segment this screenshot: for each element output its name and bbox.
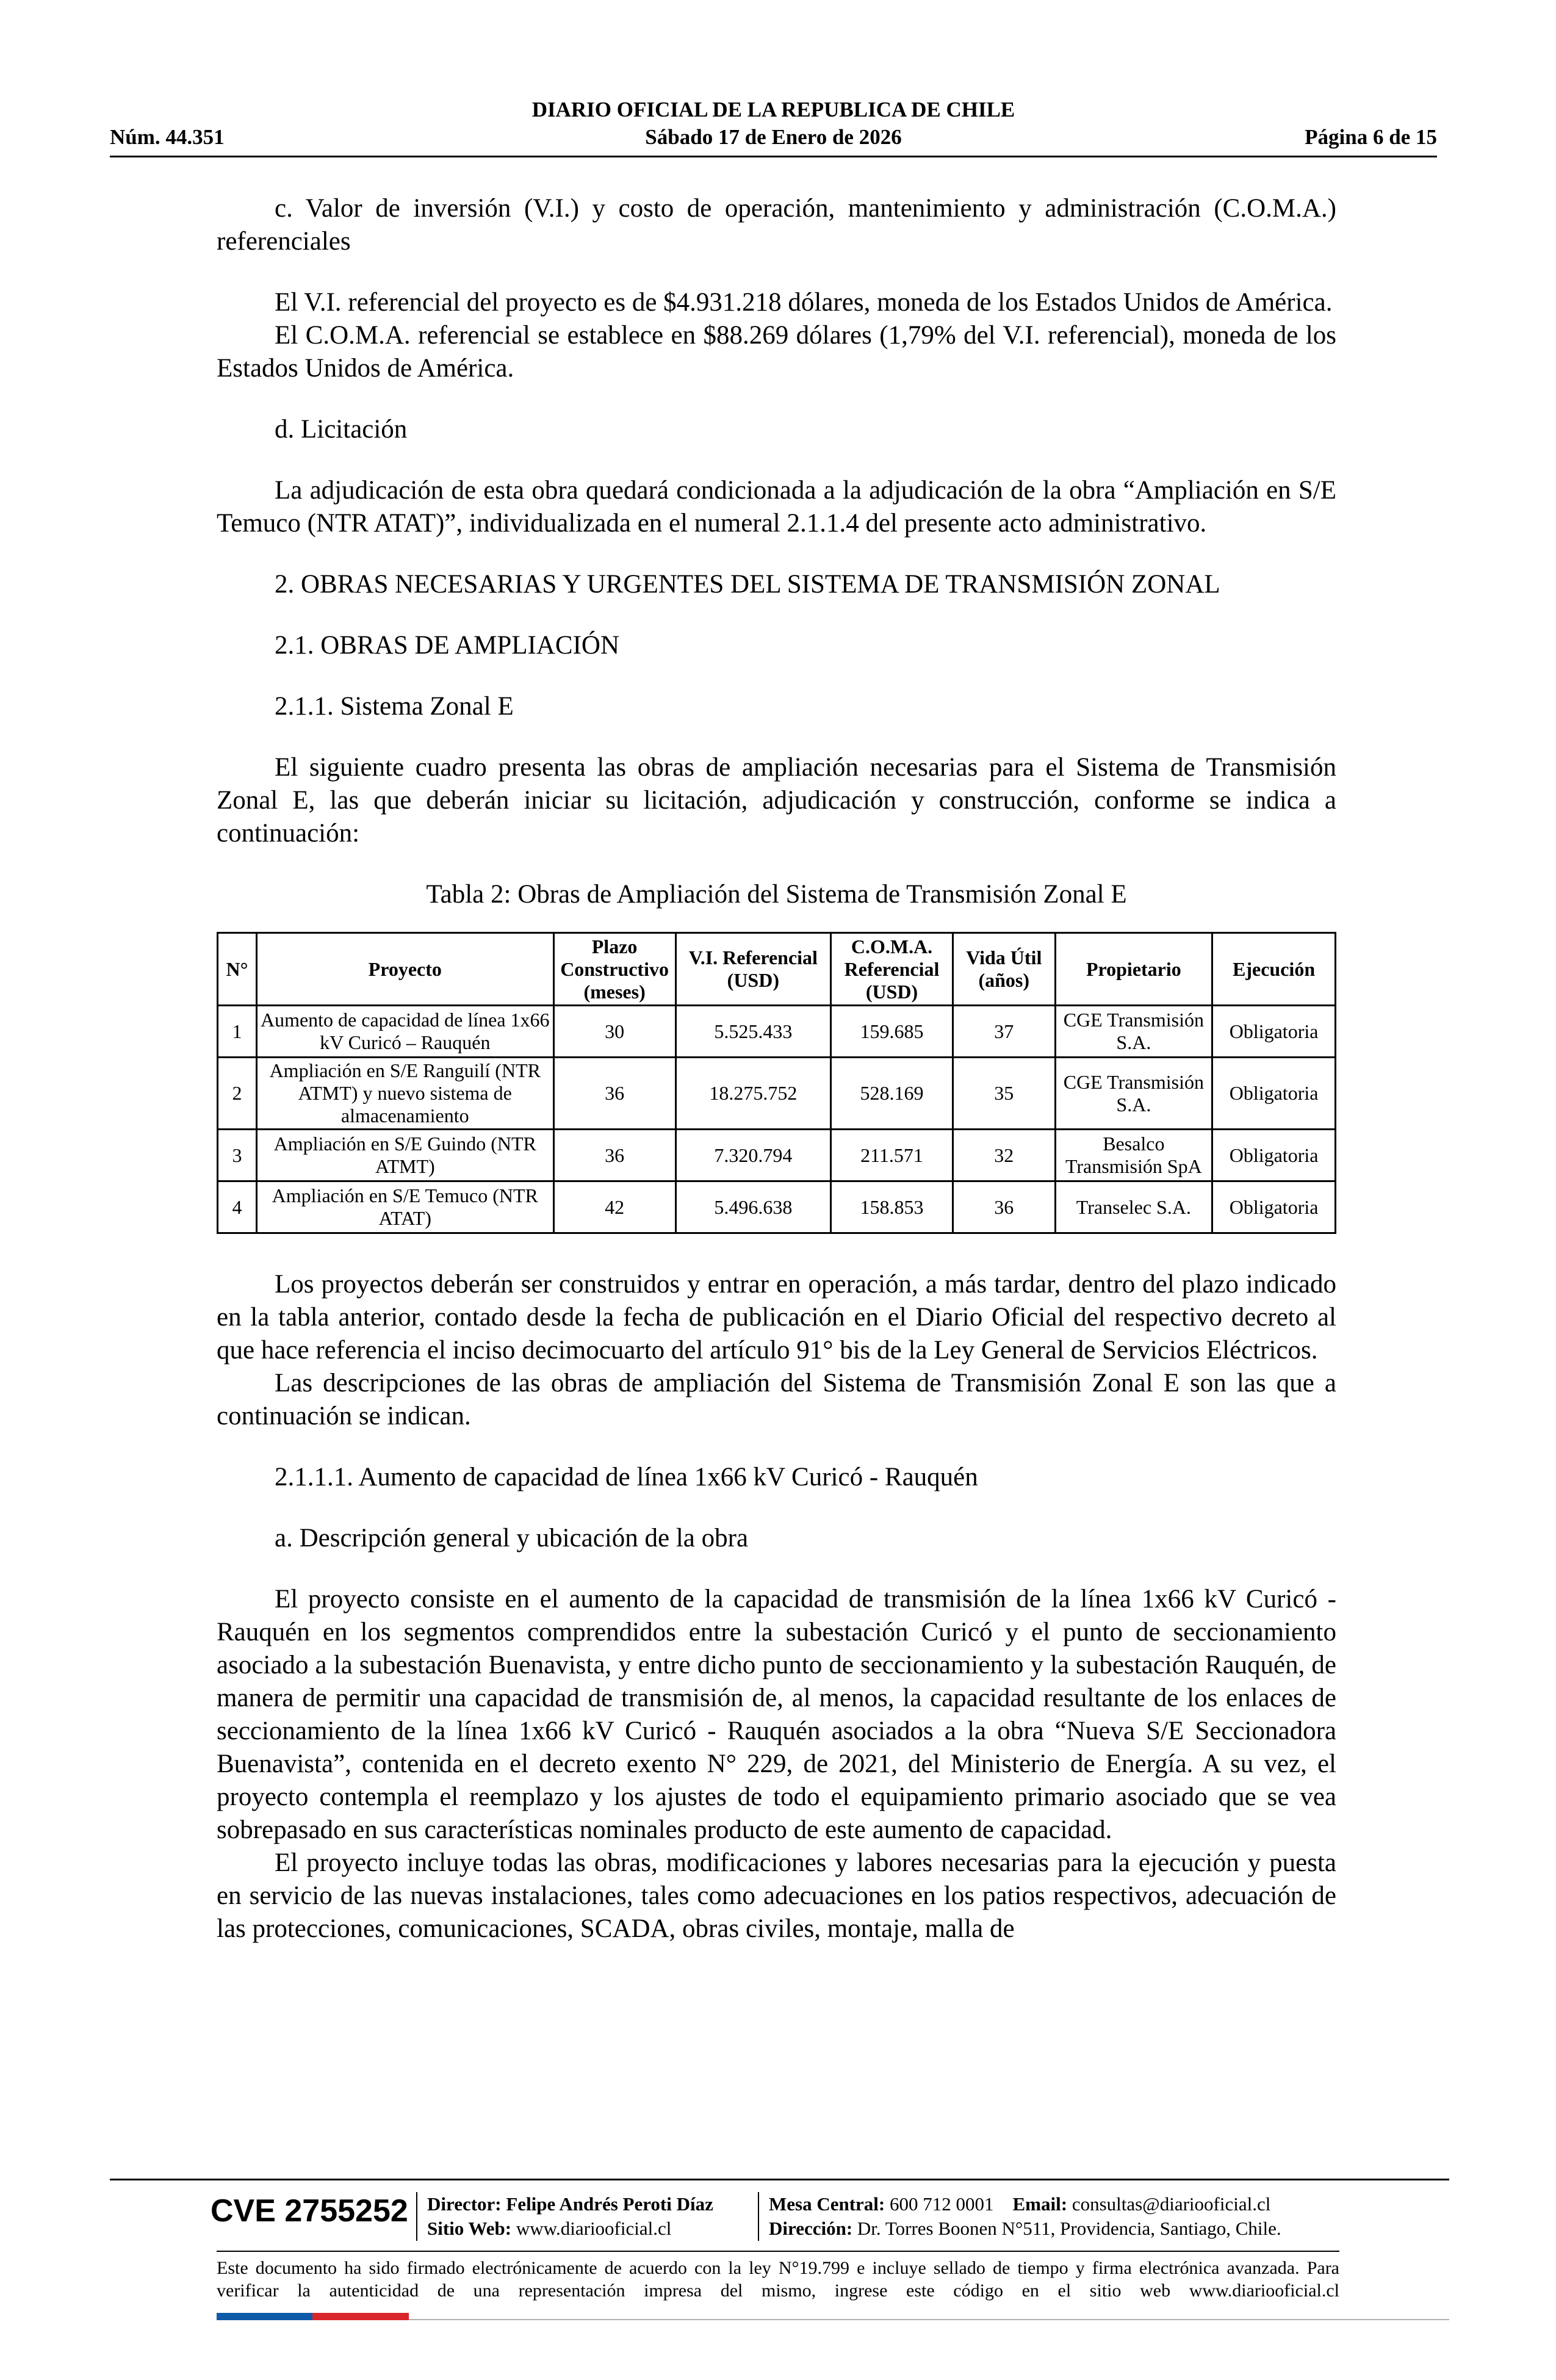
cell-n: 3 <box>218 1130 257 1181</box>
col-header-plazo: Plazo Constructivo (meses) <box>553 933 675 1006</box>
cell-n: 4 <box>218 1181 257 1233</box>
cell-vida: 37 <box>953 1006 1055 1058</box>
cell-propietario: Besalco Transmisión SpA <box>1055 1130 1212 1181</box>
table-row <box>218 1181 1336 1233</box>
cell-proyecto: Ampliación en S/E Temuco (NTR ATAT) <box>256 1181 553 1233</box>
paragraph-intro-table: El siguiente cuadro presenta las obras de ampliación necesarias para el Sistema de Transmisión Zonal E, las que deberán iniciar su licitación, adjudicación y construcción, conforme se indica a continuación: <box>217 753 1336 848</box>
cve-code: CVE 2755252 <box>211 2193 408 2229</box>
cell-n: 1 <box>218 1006 257 1058</box>
col-header-n: N° <box>218 933 257 1006</box>
section-heading-d: d. Licitación <box>275 415 408 444</box>
flag-bar-red <box>312 2313 409 2320</box>
cell-coma: 528.169 <box>831 1058 953 1130</box>
col-header-propietario: Propietario <box>1055 933 1212 1006</box>
paragraph-licitacion: La adjudicación de esta obra quedará condicionada a la adjudicación de la obra “Ampliación en S/E Temuco (NTR ATAT)”, individualizada en el numeral 2.1.1.4 del presente acto administrativo. <box>217 476 1336 538</box>
flag-color-bar <box>217 2313 409 2320</box>
phone-number: 600 712 0001 <box>890 2193 994 2215</box>
page-header <box>110 92 1437 159</box>
cell-propietario: Transelec S.A. <box>1055 1181 1212 1233</box>
col-header-ejecucion: Ejecución <box>1212 933 1336 1006</box>
email-label: Email: <box>1012 2193 1068 2215</box>
section-heading-c: c. Valor de inversión (V.I.) y costo de operación, mantenimiento y administración (C.O.M.A.) referenciales <box>217 194 1336 256</box>
paragraph-descripciones: Las descripciones de las obras de ampliación del Sistema de Transmisión Zonal E son las que a continuación se indican. <box>217 1369 1336 1430</box>
table-row <box>218 1058 1336 1130</box>
cell-propietario: CGE Transmisión S.A. <box>1055 1006 1212 1058</box>
cell-coma: 159.685 <box>831 1006 953 1058</box>
cell-propietario: CGE Transmisión S.A. <box>1055 1058 1212 1130</box>
table-row <box>218 1130 1336 1181</box>
footer-separator <box>416 2192 417 2241</box>
cell-plazo: 30 <box>553 1006 675 1058</box>
cell-ejecucion: Obligatoria <box>1212 1181 1336 1233</box>
cell-plazo: 36 <box>553 1058 675 1130</box>
cell-ejecucion: Obligatoria <box>1212 1006 1336 1058</box>
cell-coma: 211.571 <box>831 1130 953 1181</box>
paragraph-proyecto-consiste: El proyecto consiste en el aumento de la capacidad de transmisión de la línea 1x66 kV Curicó - Rauquén en los segmentos comprendidos entre la subestación Curicó y el punto de seccionamiento asociado a la subestación Buenavista, y entre dicho punto de seccionamiento y la subestación Rauquén, de manera de permitir una capacidad de transmisión de, al menos, la capacidad resultante de los enlaces de seccionamiento de la línea 1x66 kV Curicó - Rauquén asociados a la obra “Nueva S/E Seccionadora Buenavista”, contenida en el decreto exento N° 229, de 2021, del Ministerio de Energía. A su vez, el proyecto contempla el reemplazo y los ajustes de todo el equipamiento primario asociado que se vea sobrepasado en sus características nominales producto de este aumento de capacidad. <box>217 1585 1336 1844</box>
cell-proyecto: Ampliación en S/E Ranguilí (NTR ATMT) y nuevo sistema de almacenamiento <box>256 1058 553 1130</box>
website-link[interactable]: www.diariooficial.cl <box>516 2218 672 2239</box>
cell-vida: 32 <box>953 1130 1055 1181</box>
cell-proyecto: Ampliación en S/E Guindo (NTR ATMT) <box>256 1130 553 1181</box>
works-table <box>217 932 1336 1234</box>
issue-number: Núm. 44.351 <box>110 125 225 149</box>
cell-coma: 158.853 <box>831 1181 953 1233</box>
page-footer <box>110 2179 1449 2380</box>
col-header-vi: V.I. Referencial (USD) <box>675 933 831 1006</box>
cell-plazo: 36 <box>553 1130 675 1181</box>
cell-n: 2 <box>218 1058 257 1130</box>
cell-vi: 5.496.638 <box>675 1181 831 1233</box>
footer-contact-block <box>769 2192 1281 2241</box>
website-label: Sitio Web: <box>427 2218 512 2239</box>
document-body <box>217 192 1336 1945</box>
footer-director-block <box>427 2192 713 2241</box>
cell-vi: 5.525.433 <box>675 1006 831 1058</box>
cell-plazo: 42 <box>553 1181 675 1233</box>
address-label: Dirección: <box>769 2218 853 2239</box>
footer-bottom-rule <box>409 2319 1449 2320</box>
paragraph-coma: El C.O.M.A. referencial se establece en $88.269 dólares (1,79% del V.I. referencial), moneda de los Estados Unidos de América. <box>217 321 1336 383</box>
header-divider <box>110 156 1437 157</box>
newspaper-title: DIARIO OFICIAL DE LA REPUBLICA DE CHILE <box>531 98 1015 121</box>
cell-vida: 36 <box>953 1181 1055 1233</box>
flag-bar-blue <box>217 2313 312 2320</box>
director-name: Felipe Andrés Peroti Díaz <box>506 2193 713 2215</box>
email-link[interactable]: consultas@diariooficial.cl <box>1072 2193 1271 2215</box>
section-heading-a: a. Descripción general y ubicación de la obra <box>275 1524 749 1552</box>
address: Dr. Torres Boonen N°511, Providencia, Santiago, Chile. <box>857 2218 1281 2239</box>
col-header-proyecto: Proyecto <box>256 933 553 1006</box>
phone-label: Mesa Central: <box>769 2193 885 2215</box>
section-heading-2-1: 2.1. OBRAS DE AMPLIACIÓN <box>275 631 620 660</box>
col-header-vida: Vida Útil (años) <box>953 933 1055 1006</box>
cell-vi: 7.320.794 <box>675 1130 831 1181</box>
paragraph-proyecto-incluye: El proyecto incluye todas las obras, modificaciones y labores necesarias para la ejecución y puesta en servicio de las nuevas instalaciones, tales como adecuaciones en los patios respectivos, adecuación de las protecciones, comunicaciones, SCADA, obras civiles, montaje, malla de <box>217 1848 1336 1943</box>
paragraph-plazo: Los proyectos deberán ser construidos y entrar en operación, a más tardar, dentro del plazo indicado en la tabla anterior, contado desde la fecha de publicación en el Diario Oficial del respectivo decreto al que hace referencia el inciso decimocuarto del artículo 91° bis de la Ley General de Servicios Eléctricos. <box>217 1270 1336 1365</box>
paragraph-vi: El V.I. referencial del proyecto es de $4.931.218 dólares, moneda de los Estados Unidos de América. <box>275 288 1333 317</box>
footer-separator <box>758 2192 759 2241</box>
cell-ejecucion: Obligatoria <box>1212 1058 1336 1130</box>
cell-ejecucion: Obligatoria <box>1212 1130 1336 1181</box>
table-header-row <box>218 933 1336 1006</box>
table-caption: Tabla 2: Obras de Ampliación del Sistema de Transmisión Zonal E <box>426 880 1127 909</box>
cell-vi: 18.275.752 <box>675 1058 831 1130</box>
footer-divider <box>110 2179 1449 2180</box>
cell-vida: 35 <box>953 1058 1055 1130</box>
signature-note: Este documento ha sido firmado electrónicamente de acuerdo con la ley N°19.799 e incluye sellado de tiempo y firma electrónica avanzada. Para verificar la autenticidad de una representación impresa del mismo, ingrese este código en el sitio web www.diariooficial.cl <box>217 2258 1339 2301</box>
section-heading-2-1-1-1: 2.1.1.1. Aumento de capacidad de línea 1x66 kV Curicó - Rauquén <box>275 1463 978 1491</box>
table-row <box>218 1006 1336 1058</box>
col-header-coma: C.O.M.A. Referencial (USD) <box>831 933 953 1006</box>
director-label: Director: <box>427 2193 502 2215</box>
issue-date: Sábado 17 de Enero de 2026 <box>645 125 902 149</box>
page-number: Página 6 de 15 <box>1305 125 1437 149</box>
cell-proyecto: Aumento de capacidad de línea 1x66 kV Curicó – Rauquén <box>256 1006 553 1058</box>
footer-note-divider <box>217 2251 1339 2252</box>
section-heading-2-1-1: 2.1.1. Sistema Zonal E <box>275 692 514 721</box>
section-heading-2: 2. OBRAS NECESARIAS Y URGENTES DEL SISTEMA DE TRANSMISIÓN ZONAL <box>275 570 1220 599</box>
